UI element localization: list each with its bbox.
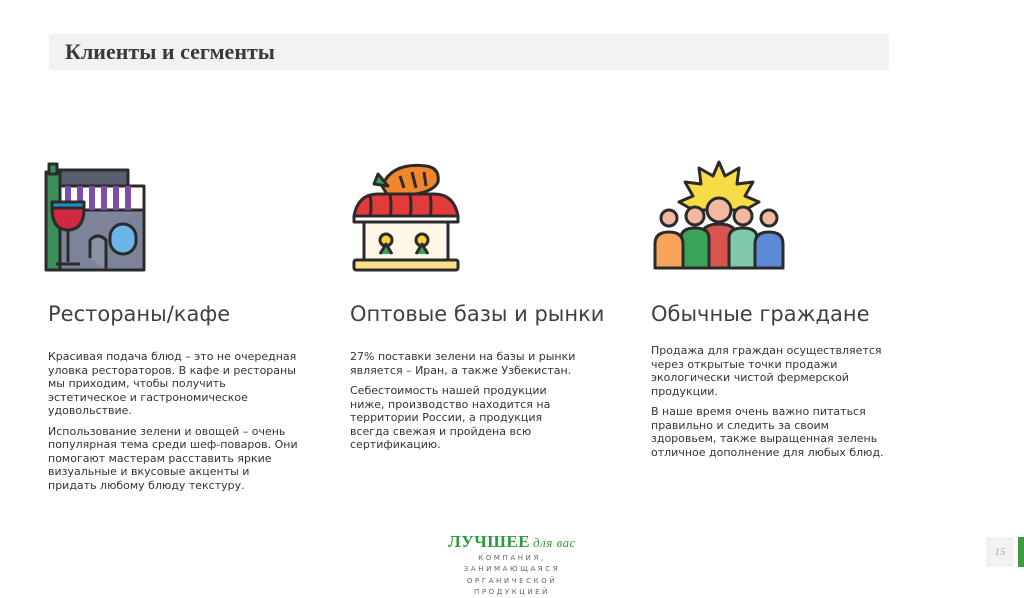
page-accent-bar (1018, 537, 1024, 567)
logo-small-word: для вас (533, 535, 576, 550)
logo-tagline-1: КОМПАНИЯ, ЗАНИМАЮЩАЯСЯ (463, 554, 561, 573)
paragraph: 27% поставки зелени на базы и рынки является – Иран, а также Узбекистан. (350, 350, 576, 377)
paragraph: Продажа для граждан осуществляется через открытые точки продажи экологически чистой фермерской продукции. (651, 344, 882, 398)
title-bar (49, 34, 889, 70)
page-number: 15 (986, 537, 1014, 567)
logo-tagline-2: ОРГАНИЧЕСКОЙ ПРОДУКЦИЕЙ (466, 577, 558, 596)
paragraph: В наше время очень важно питаться правильно и следить за своим здоровьем, также выращенная зелень отличное дополнение для любых блюд. (651, 405, 884, 459)
paragraph: Себестоимость нашей продукции ниже, производство находится на территории России, а продукция всегда свежая и пройдена всю сертификацию. (350, 384, 551, 451)
segment-heading-markets: Оптовые базы и рынки (350, 302, 605, 326)
segment-text-restaurants (48, 350, 298, 499)
logo-main-word: ЛУЧШЕЕ (448, 532, 531, 551)
segment-text-markets (350, 350, 580, 459)
restaurant-icon (44, 158, 156, 274)
company-logo (432, 532, 592, 598)
segment-heading-restaurants: Рестораны/кафе (48, 302, 231, 326)
people-group-icon (649, 158, 761, 274)
market-stall-icon (348, 158, 460, 274)
segment-heading-citizens: Обычные граждане (651, 302, 870, 326)
slide-title: Клиенты и сегменты (65, 39, 275, 64)
paragraph: Красивая подача блюд – это не очередная уловка рестораторов. В кафе и рестораны мы приходим, чтобы получить эстетическое и гастрономическое удовольствие. (48, 350, 297, 417)
paragraph: Использование зелени и овощей – очень популярная тема среди шеф-поваров. Они помогают мастерам расставить яркие визуальные и вкусовые акценты и придать любому блюду текстуру. (48, 424, 298, 492)
logo-text (432, 532, 592, 552)
segment-text-citizens (651, 344, 891, 466)
